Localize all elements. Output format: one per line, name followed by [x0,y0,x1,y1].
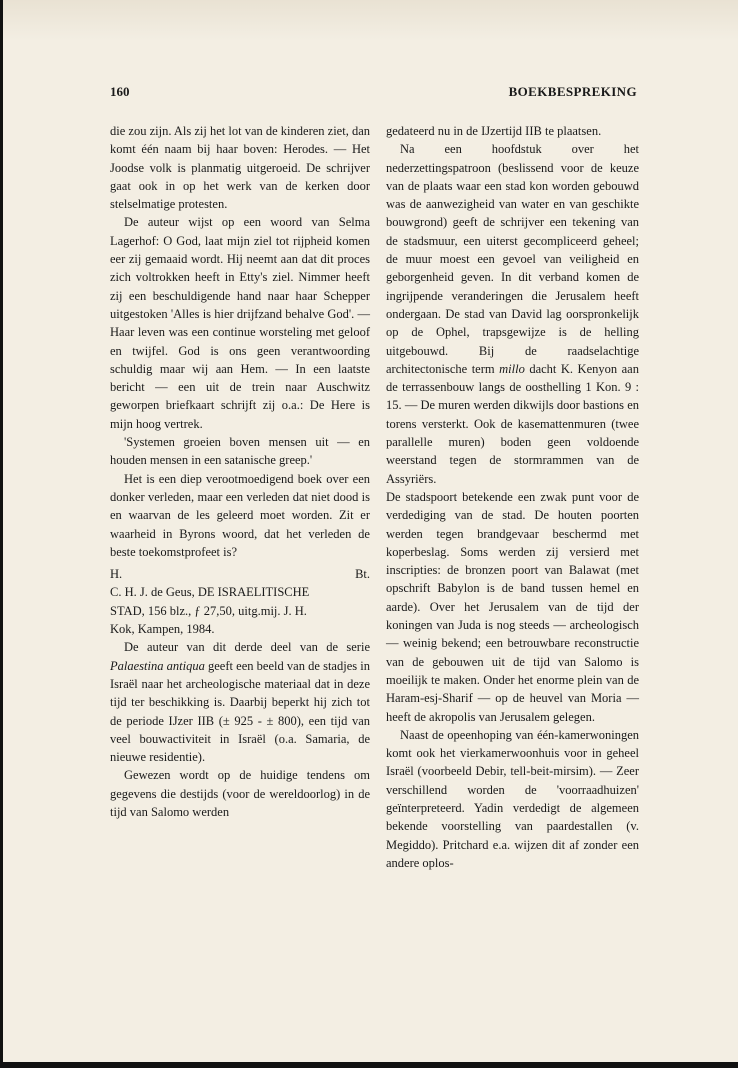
reviewer-signature [110,565,370,583]
left-paragraph-5-end: geeft een beeld van de stadjes in Israël naar het archeologische materiaal dat in deze tijd ter beschikking is. Daarbij beperkt hij zich tot de periode IJzer IIB (± 925 - ± 800), een tijd van veel bouwactiviteit in Israël (o.a. Samaria, de nieuwe residentie). [110,658,370,765]
right-paragraph-1: gedateerd nu in de IJzertijd IIB te plaatsen. [386,124,602,138]
running-title: BOEKBESPREKING [508,84,637,99]
millo-term: millo [499,361,525,376]
page-header [110,84,637,104]
series-title: Palaestina antiqua [110,658,205,673]
left-paragraph-6: Gewezen wordt op de huidige tendens om gegevens die destijds (voor de wereldoorlog) in de tijd van Salomo werden [110,768,370,819]
book-reference: C. H. J. de Geus, DE ISRAELITISCHE STAD, 156 blz., ƒ 27,50, uitg.mij. J. H. Kok, Kampen, 1984. [110,585,310,637]
left-paragraph-4: Het is een diep verootmoedigend boek over een donker verleden, maar een verleden dat niet dood is en waarvan de les geleerd moet worden. Zit er waarheid in Byrons woord, dat het verleden de beste toekomstprofeet is? [110,471,370,559]
signature-initials-right: Bt. [355,567,370,582]
right-column [386,122,639,872]
left-paragraph-5-start: De auteur van dit derde deel van de serie [124,640,370,655]
signature-initial: H. [110,567,123,582]
right-paragraph-2 [386,140,639,488]
left-paragraph-3: 'Systemen groeien boven mensen uit — en houden mensen in een satanische greep.' [110,435,370,468]
right-paragraph-2-start: Na een hoofdstuk over het nederzettingspatroon (beslissend voor de keuze van de plaats waar een stad kon worden gebouwd was de aanwezigheid van water en van geschikte bouwgrond) geeft de schrijver een tekening van de stadsmuur, een uiterst gecompliceerd geheel; de muur moest een gevoel van veiligheid en geborgenheid geven. In dit verband komen de ingrijpende veranderingen die Jerusalem heeft ondergaan. De stad van David lag oorspronkelijk op de Ophel, trapsgewijze is de helling uitgebouwd. Bij de raadselachtige architectonische term [386,142,639,376]
right-paragraph-4: Naast de opeenhoping van één-kamerwoningen komt ook het vierkamerwoonhuis voor in geheel Israël (voorbeeld Debir, tell-beit-mirsim). — Zeer verschillend worden de 'voorraadhuizen' geïnterpreteerd. Yadin verdedigt de algemeen bekende voorstelling van paardestallen (v. Megiddo). Pritchard e.a. wijzen dit af zonder een andere oplos- [386,727,639,870]
page-number: 160 [110,84,130,99]
left-paragraph-5 [110,638,370,766]
right-paragraph-3: De stadspoort betekende een zwak punt voor de verdediging van de stad. De houten poorten werden tegen brandgevaar beschermd met koperbeslag. Soms werden zij versierd met inscripties: de bronzen poort van Balawat (met opschrift Babylon is de band tussen hemel en aarde). Over het Jerusalem van de tijd der koningen van Juda is nog steeds — archeologisch — weinig bekend; een betrouwbare reconstructie van de gebouwen uit de tijd van Salomo is moeilijk te maken. Onder het enorme plein van de Haram-esj-Sharif — op de heuvel van Moria — heeft de akropolis van Jerusalem gelegen. [386,489,639,724]
left-column [110,122,370,821]
right-paragraph-2-end: dacht K. Kenyon aan de terrassenbouw langs de oosthelling 1 Kon. 9 : 15. — De muren werden dikwijls door bastions en torens versterkt. Ook de kasemattenmuren (twee parallelle muren) boden geen voldoende weerstand tegen de stormrammen van de Assyriërs. [386,361,639,486]
left-paragraph-2: De auteur wijst op een woord van Selma Lagerhof: O God, laat mijn ziel tot rijpheid komen eer zij gemaaid wordt. Hij neemt aan dat dit proces zich voltrokken heeft in Etty's ziel. Nimmer heeft zij een beschuldigende hand naar haar Schepper uitgestoken 'Alles is hier drijfzand behalve God'. — Haar leven was een continue worsteling met geloof en twijfel. God is ons geen verantwoording schuldig maar wij aan Hem. — In een laatste bericht — een uit de trein naar Auschwitz geworpen briefkaart schrijft zij o.a.: De Here is mijn hoog vertrek. [110,215,370,431]
left-paragraph-1: die zou zijn. Als zij het lot van de kinderen ziet, dan komt één naam bij haar boven: Herodes. — Het Joodse volk is planmatig uitgeroeid. De schrijver gaat ook in op het werk van de kerken door stelselmatige protesten. [110,124,370,212]
